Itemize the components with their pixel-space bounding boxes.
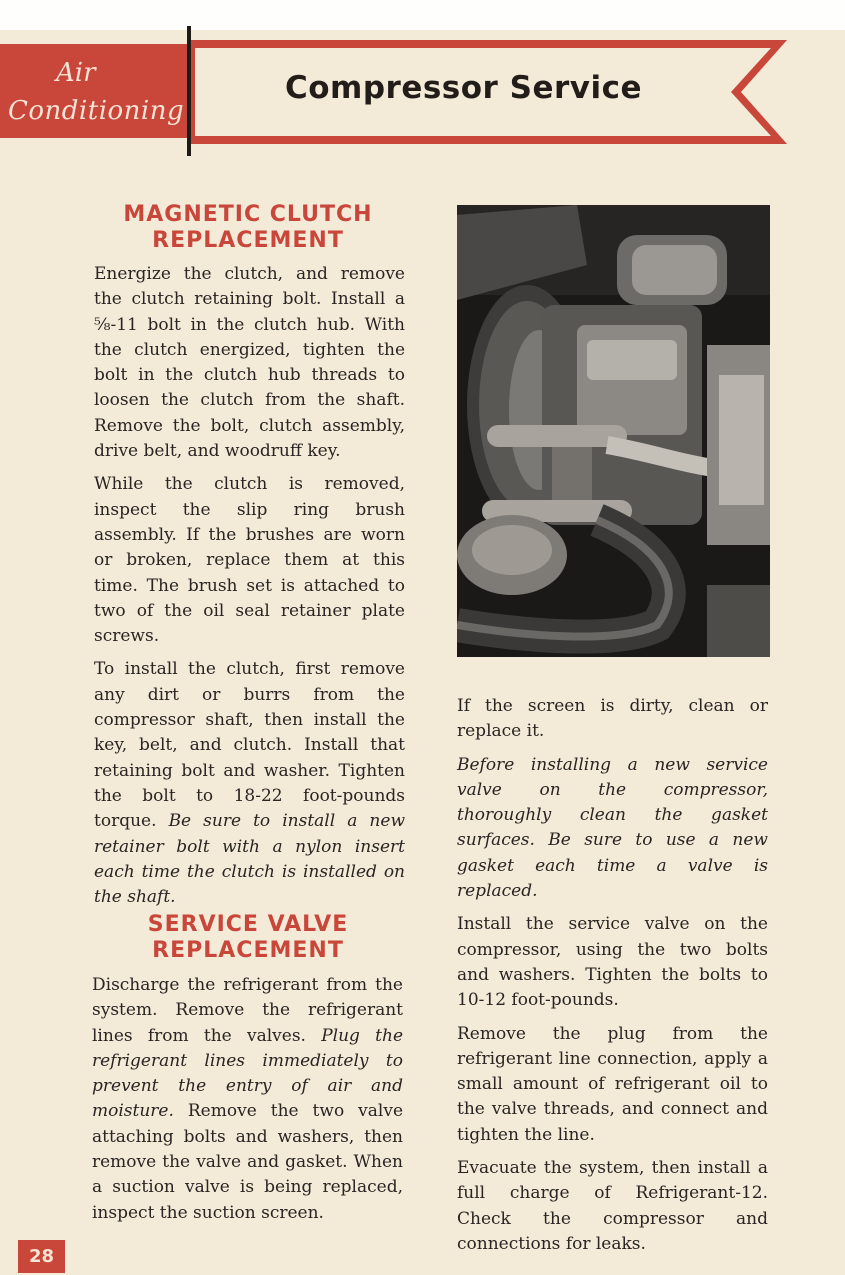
section-tab xyxy=(0,44,188,138)
paragraph-italic: Be sure to install a new retainer bolt with a nylon insert each time the clutch is installed on the shaft. xyxy=(94,811,405,908)
paragraph-italic: Plug the refrigerant lines immediately to prevent the entry of air and moisture. xyxy=(92,1025,404,1122)
heading-service-valve xyxy=(88,912,408,964)
heading-magnetic-clutch xyxy=(88,202,408,254)
paragraph-text: To install the clutch, first remove any dirt or burrs from the compressor shaft, then install the key, belt, and clutch. Install that retaining bolt and washer. Tighten the bolt to 18-22 foot-pounds torque. xyxy=(94,659,405,832)
section-tab-line1: Air xyxy=(56,58,96,88)
paragraph: Evacuate the system, then install a full charge of Refrigerant-12. Check the compressor and connections for leaks. xyxy=(457,1158,768,1254)
left-column-bottom xyxy=(92,973,403,1234)
paragraph-text: Remove the two valve attaching bolts and washers, then remove the valve and gasket. When a suction valve is being replaced, inspect the suction screen. xyxy=(92,1101,403,1223)
page-title: Compressor Service xyxy=(284,70,642,106)
paragraph: If the screen is dirty, clean or replace it. xyxy=(457,696,768,742)
paragraph: Install the service valve on the compressor, using the two bolts and washers. Tighten the bolts to 10-12 foot-pounds. xyxy=(457,914,768,1011)
paragraph: Energize the clutch, and remove the clutch retaining bolt. Install a ⅝-11 bolt in the clutch hub. With the clutch energized, tighten the bolt in the clutch hub threads to loosen the clutch from the shaft. Remove the bolt, clutch assembly, drive belt, and woodruff key. xyxy=(94,264,405,462)
paragraph xyxy=(92,973,403,1226)
paragraph: While the clutch is removed, inspect the slip ring brush assembly. If the brushes are worn or broken, replace them at this time. The brush set is attached to two of the oil seal retainer plate screws. xyxy=(94,474,405,647)
right-column xyxy=(457,694,768,1265)
paragraph xyxy=(457,753,768,905)
heading-line: SERVICE VALVE xyxy=(147,912,349,937)
compressor-photo xyxy=(457,205,770,657)
paragraph-text: Discharge the refrigerant from the system. Remove the refrigerant lines from the valves. xyxy=(92,975,403,1046)
heading-line: REPLACEMENT xyxy=(152,938,344,963)
heading-line: REPLACEMENT xyxy=(152,228,344,253)
section-tab-line2: Conditioning xyxy=(8,96,185,126)
paragraph xyxy=(94,657,405,910)
page-number: 28 xyxy=(18,1240,65,1273)
left-column-top xyxy=(94,262,405,918)
paragraph: Remove the plug from the refrigerant line connection, apply a small amount of refrigerant oil to the valve threads, and connect and tighten the line. xyxy=(457,1023,768,1145)
heading-line: MAGNETIC CLUTCH xyxy=(123,202,373,227)
paragraph-italic: Before installing a new service valve on the compressor, thoroughly clean the gasket surfaces. Be sure to use a new gasket each time a valve is replaced. xyxy=(457,754,768,902)
